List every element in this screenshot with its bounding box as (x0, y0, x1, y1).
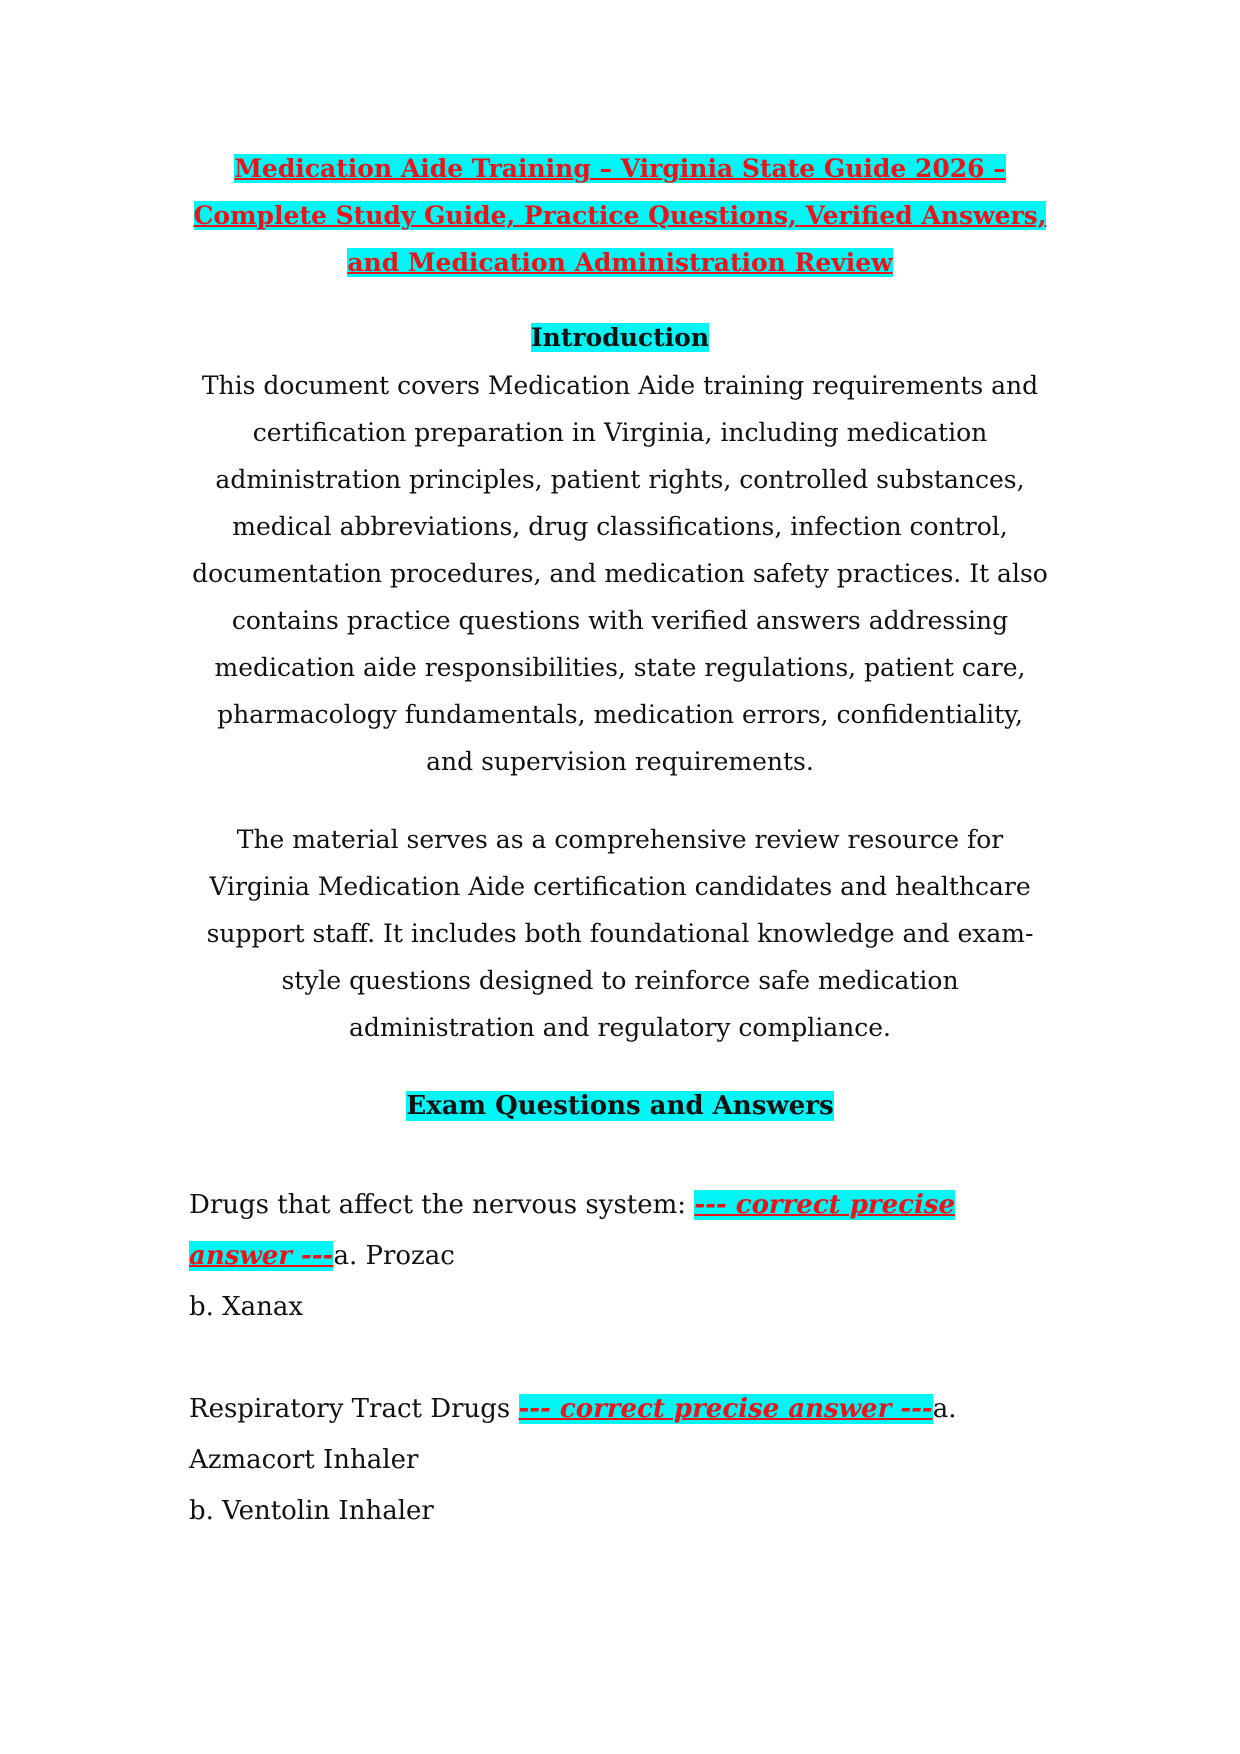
title-line-3: and Medication Administration Review (347, 248, 893, 277)
second-line-5: administration and regulatory compliance. (349, 1013, 891, 1042)
second-line-4: style questions designed to reinforce safe medication (281, 966, 959, 995)
intro-line-2: certification preparation in Virginia, including medication (252, 418, 988, 447)
second-paragraph (150, 816, 1090, 1051)
intro-line-1: This document covers Medication Aide training requirements and (201, 371, 1039, 400)
second-line-1: The material serves as a comprehensive review resource for (236, 825, 1004, 854)
intro-line-4: medical abbreviations, drug classifications, infection control, (232, 512, 1008, 541)
question-1-answer-a: a. Prozac (333, 1241, 455, 1271)
intro-line-8: pharmacology fundamentals, medication errors, confidentiality, (217, 700, 1023, 729)
exam-heading-text: Exam Questions and Answers (406, 1091, 834, 1121)
intro-line-9: and supervision requirements. (426, 747, 814, 776)
question-2 (189, 1384, 1069, 1537)
question-2-answer-marker: --- correct precise answer --- (518, 1394, 933, 1424)
introduction-heading (150, 318, 1090, 358)
document-title (150, 145, 1090, 286)
question-1-answer-b: b. Xanax (189, 1292, 304, 1322)
question-2-text: Respiratory Tract Drugs (189, 1394, 519, 1424)
question-2-answer-line-2: b. Ventolin Inhaler (189, 1496, 434, 1526)
introduction-paragraph (150, 362, 1090, 785)
question-1-answer-marker-part2: answer --- (189, 1241, 334, 1271)
question-1-answer-marker-part1: --- correct precise (694, 1190, 956, 1220)
question-2-answer-start: a. (932, 1394, 957, 1424)
exam-heading (150, 1086, 1090, 1126)
intro-line-5: documentation procedures, and medication safety practices. It also (192, 559, 1048, 588)
second-line-3: support staff. It includes both foundational knowledge and exam- (206, 919, 1034, 948)
introduction-heading-text: Introduction (530, 323, 710, 352)
second-line-2: Virginia Medication Aide certification candidates and healthcare (209, 872, 1031, 901)
title-line-2: Complete Study Guide, Practice Questions, Verified Answers, (193, 201, 1047, 230)
title-line-1: Medication Aide Training – Virginia State Guide 2026 – (234, 154, 1006, 183)
intro-line-3: administration principles, patient rights, controlled substances, (215, 465, 1025, 494)
intro-line-7: medication aide responsibilities, state regulations, patient care, (214, 653, 1026, 682)
question-1 (189, 1180, 1069, 1333)
question-1-text: Drugs that affect the nervous system: (189, 1190, 695, 1220)
question-2-answer-line-1: Azmacort Inhaler (189, 1445, 419, 1475)
intro-line-6: contains practice questions with verified answers addressing (231, 606, 1009, 635)
